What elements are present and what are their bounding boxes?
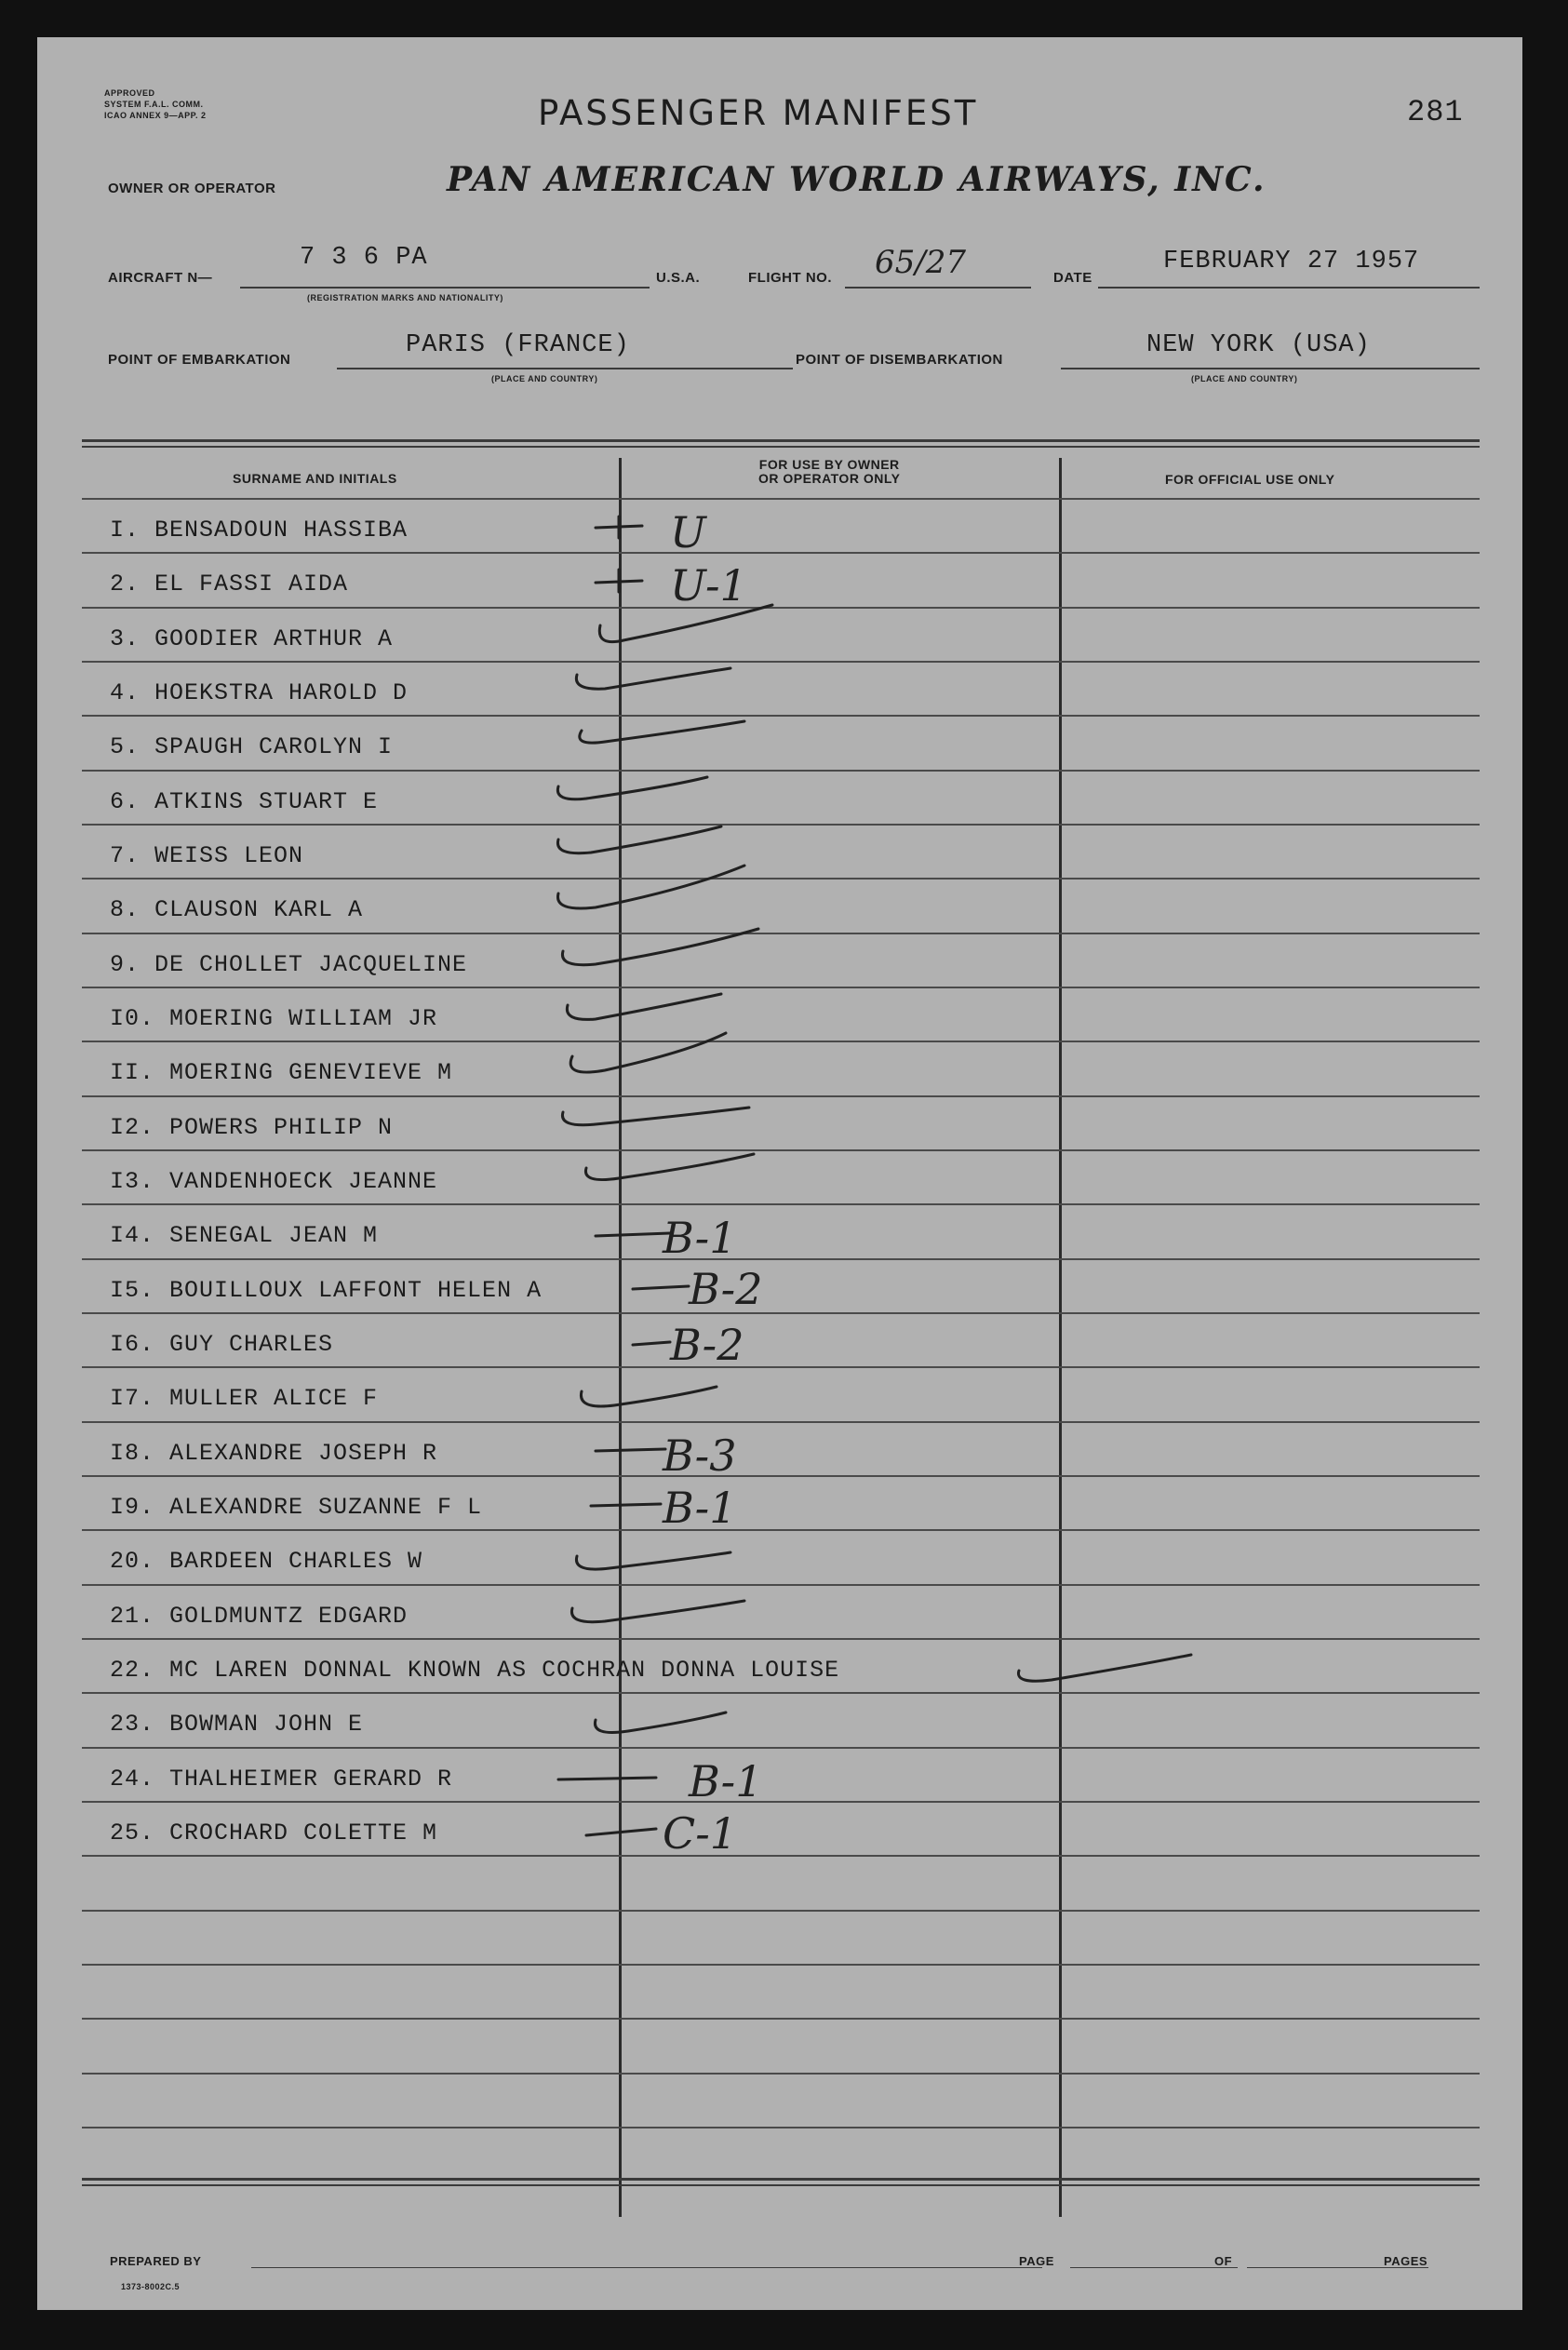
operator-column-header <box>758 458 900 486</box>
row-rule <box>82 1964 1480 1966</box>
row-rule <box>82 498 1480 500</box>
passenger-row: 25. CROCHARD COLETTE M <box>110 1820 438 1846</box>
owner-label: OWNER OR OPERATOR <box>108 181 276 196</box>
pages-label: PAGES <box>1384 2254 1428 2268</box>
row-rule <box>82 1529 1480 1531</box>
disembarkation-place: NEW YORK (USA) <box>1146 331 1371 359</box>
handwritten-code: B-1 <box>689 1756 763 1806</box>
passenger-row: 2. EL FASSI AIDA <box>110 571 349 598</box>
embarkation-caption: (PLACE AND COUNTRY) <box>491 374 598 383</box>
passenger-row: 7. WEISS LEON <box>110 842 304 869</box>
aircraft-label: AIRCRAFT N— <box>108 270 213 286</box>
official-column-header: FOR OFFICIAL USE ONLY <box>1165 472 1335 487</box>
flight-number: 65/27 <box>875 244 966 281</box>
row-rule <box>82 1095 1480 1097</box>
row-rule <box>82 715 1480 717</box>
passenger-row: I8. ALEXANDRE JOSEPH R <box>110 1440 438 1467</box>
row-rule <box>82 1638 1480 1640</box>
approval-line: SYSTEM F.A.L. COMM. <box>104 100 204 109</box>
row-rule <box>82 1584 1480 1586</box>
row-rule <box>82 661 1480 663</box>
passenger-row: II. MOERING GENEVIEVE M <box>110 1059 453 1086</box>
row-rule <box>82 552 1480 554</box>
flight-label: FLIGHT NO. <box>748 270 832 286</box>
usa-label: U.S.A. <box>656 270 701 286</box>
passenger-row: I6. GUY CHARLES <box>110 1331 334 1358</box>
row-rule <box>82 1366 1480 1368</box>
passenger-row: I5. BOUILLOUX LAFFONT HELEN A <box>110 1277 543 1304</box>
row-rule <box>82 1041 1480 1042</box>
row-rule <box>82 1910 1480 1912</box>
handwritten-code: U-1 <box>670 560 747 611</box>
passenger-row: 4. HOEKSTRA HAROLD D <box>110 679 409 706</box>
passenger-row: I4. SENEGAL JEAN M <box>110 1222 379 1249</box>
passenger-row: I7. MULLER ALICE F <box>110 1385 379 1412</box>
row-rule <box>82 2073 1480 2075</box>
passenger-row: 6. ATKINS STUART E <box>110 788 379 815</box>
passenger-row: I3. VANDENHOECK JEANNE <box>110 1168 438 1195</box>
handwritten-code: C-1 <box>663 1808 738 1859</box>
passenger-row: 8. CLAUSON KARL A <box>110 896 364 923</box>
passenger-row: I. BENSADOUN HASSIBA <box>110 517 409 544</box>
handwritten-code: B-1 <box>663 1483 737 1533</box>
surname-column-header: SURNAME AND INITIALS <box>233 471 397 486</box>
row-rule <box>82 2018 1480 2020</box>
row-rule <box>82 824 1480 826</box>
embarkation-place: PARIS (FRANCE) <box>406 331 630 359</box>
passenger-row: I9. ALEXANDRE SUZANNE F L <box>110 1494 483 1521</box>
row-rule <box>82 1855 1480 1857</box>
row-rule <box>82 1312 1480 1314</box>
passenger-row: 9. DE CHOLLET JACQUELINE <box>110 951 468 978</box>
operator-header-line: FOR USE BY OWNER <box>758 457 900 472</box>
page-label: PAGE <box>1019 2254 1054 2268</box>
form-number: 1373-8002C.5 <box>121 2282 181 2291</box>
row-rule <box>82 607 1480 609</box>
aircraft-registration: 7 3 6 PA <box>300 244 428 272</box>
disembarkation-label: POINT OF DISEMBARKATION <box>796 352 1003 368</box>
passenger-row: 5. SPAUGH CAROLYN I <box>110 733 394 760</box>
form-title: PASSENGER MANIFEST <box>538 93 979 133</box>
of-label: OF <box>1214 2254 1233 2268</box>
approval-line: ICAO ANNEX 9—APP. 2 <box>104 111 207 120</box>
flight-date: FEBRUARY 27 1957 <box>1163 248 1420 275</box>
handwritten-code: U <box>670 507 706 557</box>
operator-name: PAN AMERICAN WORLD AIRWAYS, INC. <box>447 160 1266 199</box>
handwritten-code: B-2 <box>689 1264 763 1314</box>
embarkation-label: POINT OF EMBARKATION <box>108 352 291 368</box>
approval-line: APPROVED <box>104 88 155 98</box>
row-rule <box>82 987 1480 988</box>
passenger-row: 21. GOLDMUNTZ EDGARD <box>110 1603 409 1630</box>
row-rule <box>82 1421 1480 1423</box>
date-label: DATE <box>1053 270 1092 286</box>
passenger-row: 22. MC LAREN DONNAL KNOWN AS COCHRAN DONNA LOUISE <box>110 1657 840 1684</box>
operator-header-line: OR OPERATOR ONLY <box>758 471 901 486</box>
passenger-row: 3. GOODIER ARTHUR A <box>110 625 394 652</box>
passenger-row: I2. POWERS PHILIP N <box>110 1114 394 1141</box>
passenger-row: 20. BARDEEN CHARLES W <box>110 1548 423 1575</box>
row-rule <box>82 1801 1480 1803</box>
page-number: 281 <box>1407 95 1464 129</box>
handwritten-code: B-1 <box>663 1213 737 1263</box>
handwritten-code: B-3 <box>663 1430 737 1481</box>
row-rule <box>82 1149 1480 1151</box>
row-rule <box>82 878 1480 880</box>
row-rule <box>82 1747 1480 1749</box>
row-rule <box>82 2127 1480 2128</box>
passenger-row: I0. MOERING WILLIAM JR <box>110 1005 438 1032</box>
prepared-by-label: PREPARED BY <box>110 2254 202 2268</box>
disembarkation-caption: (PLACE AND COUNTRY) <box>1191 374 1298 383</box>
row-rule <box>82 1692 1480 1694</box>
passenger-row: 23. BOWMAN JOHN E <box>110 1711 364 1738</box>
passenger-row: 24. THALHEIMER GERARD R <box>110 1766 453 1793</box>
row-rule <box>82 1203 1480 1205</box>
registration-caption: (REGISTRATION MARKS AND NATIONALITY) <box>307 293 503 302</box>
handwritten-code: B-2 <box>670 1320 744 1370</box>
manifest-sheet <box>37 37 1522 2310</box>
row-rule <box>82 1475 1480 1477</box>
row-rule <box>82 933 1480 934</box>
row-rule <box>82 1258 1480 1260</box>
approval-stamp <box>104 87 207 121</box>
row-rule <box>82 770 1480 772</box>
